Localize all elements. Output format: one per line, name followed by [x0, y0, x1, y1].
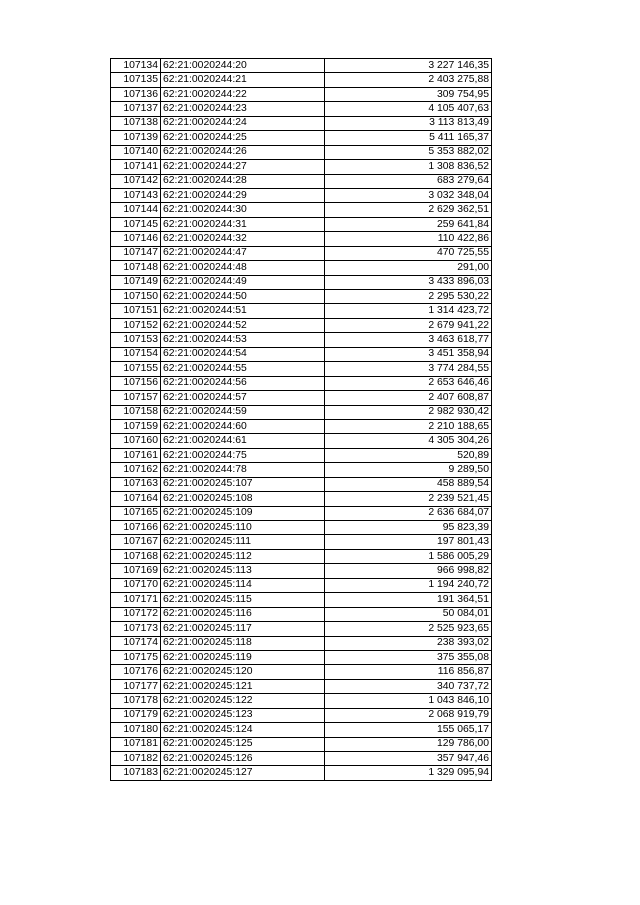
table-row	[111, 752, 492, 766]
cadastral-value-cell: 4 105 407,63	[325, 102, 492, 116]
cadastral-value-cell: 2 653 646,46	[325, 376, 492, 390]
row-id-cell: 107137	[111, 102, 161, 116]
table-row	[111, 535, 492, 549]
cadastral-value-cell: 95 823,39	[325, 521, 492, 535]
table-row	[111, 102, 492, 116]
row-id-cell: 107174	[111, 636, 161, 650]
row-id-cell: 107153	[111, 333, 161, 347]
row-id-cell: 107149	[111, 275, 161, 289]
table-row	[111, 333, 492, 347]
cadastral-number-cell: 62:21:0020245:111	[161, 535, 325, 549]
cadastral-number-cell: 62:21:0020244:25	[161, 131, 325, 145]
cadastral-value-cell: 1 194 240,72	[325, 578, 492, 592]
row-id-cell: 107181	[111, 737, 161, 751]
cadastral-number-cell: 62:21:0020245:122	[161, 694, 325, 708]
cadastral-value-cell: 3 032 348,04	[325, 188, 492, 202]
cadastral-number-cell: 62:21:0020244:20	[161, 59, 325, 73]
row-id-cell: 107145	[111, 217, 161, 231]
cadastral-number-cell: 62:21:0020245:116	[161, 607, 325, 621]
table-row	[111, 304, 492, 318]
cadastral-value-cell: 116 856,87	[325, 665, 492, 679]
table-row	[111, 564, 492, 578]
cadastral-number-cell: 62:21:0020245:126	[161, 752, 325, 766]
cadastral-value-cell: 155 065,17	[325, 723, 492, 737]
cadastral-value-cell: 357 947,46	[325, 752, 492, 766]
table-row	[111, 188, 492, 202]
table-row	[111, 376, 492, 390]
cadastral-value-cell: 3 113 813,49	[325, 116, 492, 130]
cadastral-number-cell: 62:21:0020244:59	[161, 405, 325, 419]
cadastral-number-cell: 62:21:0020245:124	[161, 723, 325, 737]
table-row	[111, 636, 492, 650]
cadastral-value-table	[110, 58, 492, 781]
cadastral-number-cell: 62:21:0020244:23	[161, 102, 325, 116]
cadastral-value-cell: 9 289,50	[325, 463, 492, 477]
row-id-cell: 107183	[111, 766, 161, 780]
row-id-cell: 107164	[111, 492, 161, 506]
cadastral-value-cell: 3 463 618,77	[325, 333, 492, 347]
cadastral-number-cell: 62:21:0020244:21	[161, 73, 325, 87]
cadastral-value-cell: 2 210 188,65	[325, 419, 492, 433]
table-row	[111, 650, 492, 664]
cadastral-value-cell: 2 679 941,22	[325, 318, 492, 332]
cadastral-number-cell: 62:21:0020244:50	[161, 290, 325, 304]
cadastral-value-cell: 5 353 882,02	[325, 145, 492, 159]
table-row	[111, 622, 492, 636]
cadastral-value-cell: 2 239 521,45	[325, 492, 492, 506]
cadastral-value-cell: 5 411 165,37	[325, 131, 492, 145]
table-row	[111, 87, 492, 101]
table-row	[111, 766, 492, 780]
row-id-cell: 107148	[111, 261, 161, 275]
table-row	[111, 737, 492, 751]
cadastral-number-cell: 62:21:0020245:119	[161, 650, 325, 664]
table-row	[111, 145, 492, 159]
row-id-cell: 107168	[111, 549, 161, 563]
table-row	[111, 549, 492, 563]
row-id-cell: 107141	[111, 160, 161, 174]
cadastral-number-cell: 62:21:0020244:32	[161, 232, 325, 246]
cadastral-number-cell: 62:21:0020244:78	[161, 463, 325, 477]
cadastral-value-cell: 966 998,82	[325, 564, 492, 578]
table-row	[111, 116, 492, 130]
row-id-cell: 107154	[111, 347, 161, 361]
cadastral-number-cell: 62:21:0020244:30	[161, 203, 325, 217]
cadastral-value-cell: 2 525 923,65	[325, 622, 492, 636]
row-id-cell: 107151	[111, 304, 161, 318]
cadastral-number-cell: 62:21:0020244:49	[161, 275, 325, 289]
cadastral-number-cell: 62:21:0020244:60	[161, 419, 325, 433]
row-id-cell: 107156	[111, 376, 161, 390]
cadastral-value-cell: 2 068 919,79	[325, 708, 492, 722]
cadastral-number-cell: 62:21:0020245:117	[161, 622, 325, 636]
table-row	[111, 492, 492, 506]
cadastral-value-cell: 340 737,72	[325, 679, 492, 693]
row-id-cell: 107139	[111, 131, 161, 145]
cadastral-value-cell: 2 982 930,42	[325, 405, 492, 419]
table-row	[111, 521, 492, 535]
row-id-cell: 107158	[111, 405, 161, 419]
cadastral-number-cell: 62:21:0020244:52	[161, 318, 325, 332]
cadastral-number-cell: 62:21:0020244:61	[161, 434, 325, 448]
cadastral-number-cell: 62:21:0020245:108	[161, 492, 325, 506]
row-id-cell: 107150	[111, 290, 161, 304]
table-row	[111, 203, 492, 217]
table-row	[111, 217, 492, 231]
table-row	[111, 665, 492, 679]
row-id-cell: 107138	[111, 116, 161, 130]
row-id-cell: 107144	[111, 203, 161, 217]
row-id-cell: 107167	[111, 535, 161, 549]
cadastral-number-cell: 62:21:0020245:113	[161, 564, 325, 578]
row-id-cell: 107161	[111, 448, 161, 462]
table-row	[111, 290, 492, 304]
cadastral-number-cell: 62:21:0020245:123	[161, 708, 325, 722]
row-id-cell: 107134	[111, 59, 161, 73]
cadastral-value-cell: 520,89	[325, 448, 492, 462]
row-id-cell: 107135	[111, 73, 161, 87]
row-id-cell: 107179	[111, 708, 161, 722]
cadastral-value-cell: 1 586 005,29	[325, 549, 492, 563]
cadastral-number-cell: 62:21:0020244:28	[161, 174, 325, 188]
row-id-cell: 107178	[111, 694, 161, 708]
row-id-cell: 107182	[111, 752, 161, 766]
row-id-cell: 107140	[111, 145, 161, 159]
cadastral-number-cell: 62:21:0020244:51	[161, 304, 325, 318]
row-id-cell: 107136	[111, 87, 161, 101]
table-row	[111, 318, 492, 332]
cadastral-number-cell: 62:21:0020244:53	[161, 333, 325, 347]
cadastral-value-cell: 2 295 530,22	[325, 290, 492, 304]
row-id-cell: 107157	[111, 391, 161, 405]
table-row	[111, 419, 492, 433]
table-row	[111, 463, 492, 477]
cadastral-number-cell: 62:21:0020244:29	[161, 188, 325, 202]
row-id-cell: 107142	[111, 174, 161, 188]
cadastral-value-cell: 197 801,43	[325, 535, 492, 549]
cadastral-value-cell: 309 754,95	[325, 87, 492, 101]
cadastral-number-cell: 62:21:0020245:109	[161, 506, 325, 520]
cadastral-number-cell: 62:21:0020244:31	[161, 217, 325, 231]
table-row	[111, 506, 492, 520]
cadastral-number-cell: 62:21:0020244:75	[161, 448, 325, 462]
table-row	[111, 448, 492, 462]
cadastral-value-cell: 1 329 095,94	[325, 766, 492, 780]
table-row	[111, 174, 492, 188]
row-id-cell: 107155	[111, 362, 161, 376]
cadastral-value-cell: 110 422,86	[325, 232, 492, 246]
cadastral-value-cell: 3 433 896,03	[325, 275, 492, 289]
cadastral-value-cell: 2 629 362,51	[325, 203, 492, 217]
cadastral-number-cell: 62:21:0020245:125	[161, 737, 325, 751]
row-id-cell: 107177	[111, 679, 161, 693]
row-id-cell: 107180	[111, 723, 161, 737]
cadastral-value-cell: 2 407 608,87	[325, 391, 492, 405]
table-body	[111, 59, 492, 781]
table-row	[111, 232, 492, 246]
row-id-cell: 107171	[111, 593, 161, 607]
cadastral-number-cell: 62:21:0020244:55	[161, 362, 325, 376]
cadastral-number-cell: 62:21:0020244:54	[161, 347, 325, 361]
cadastral-number-cell: 62:21:0020245:110	[161, 521, 325, 535]
cadastral-value-cell: 50 084,01	[325, 607, 492, 621]
cadastral-value-cell: 129 786,00	[325, 737, 492, 751]
cadastral-number-cell: 62:21:0020245:127	[161, 766, 325, 780]
table-row	[111, 405, 492, 419]
cadastral-value-cell: 3 227 146,35	[325, 59, 492, 73]
table-row	[111, 362, 492, 376]
table-row	[111, 723, 492, 737]
cadastral-value-cell: 1 314 423,72	[325, 304, 492, 318]
row-id-cell: 107170	[111, 578, 161, 592]
table-row	[111, 131, 492, 145]
cadastral-value-cell: 238 393,02	[325, 636, 492, 650]
cadastral-number-cell: 62:21:0020245:120	[161, 665, 325, 679]
cadastral-number-cell: 62:21:0020244:24	[161, 116, 325, 130]
row-id-cell: 107143	[111, 188, 161, 202]
table-row	[111, 694, 492, 708]
cadastral-value-cell: 191 364,51	[325, 593, 492, 607]
cadastral-value-cell: 375 355,08	[325, 650, 492, 664]
table-row	[111, 607, 492, 621]
table-row	[111, 59, 492, 73]
table-row	[111, 477, 492, 491]
table-row	[111, 434, 492, 448]
table-row	[111, 578, 492, 592]
cadastral-value-cell: 3 774 284,55	[325, 362, 492, 376]
row-id-cell: 107172	[111, 607, 161, 621]
cadastral-number-cell: 62:21:0020245:118	[161, 636, 325, 650]
table-row	[111, 160, 492, 174]
row-id-cell: 107152	[111, 318, 161, 332]
table-row	[111, 679, 492, 693]
cadastral-number-cell: 62:21:0020244:22	[161, 87, 325, 101]
cadastral-number-cell: 62:21:0020244:27	[161, 160, 325, 174]
table-row	[111, 246, 492, 260]
table-row	[111, 73, 492, 87]
table-row	[111, 275, 492, 289]
cadastral-value-cell: 1 308 836,52	[325, 160, 492, 174]
cadastral-number-cell: 62:21:0020245:112	[161, 549, 325, 563]
row-id-cell: 107176	[111, 665, 161, 679]
table-row	[111, 347, 492, 361]
cadastral-value-cell: 1 043 846,10	[325, 694, 492, 708]
cadastral-value-cell: 458 889,54	[325, 477, 492, 491]
cadastral-value-cell: 2 403 275,88	[325, 73, 492, 87]
row-id-cell: 107163	[111, 477, 161, 491]
cadastral-number-cell: 62:21:0020245:121	[161, 679, 325, 693]
cadastral-value-cell: 291,00	[325, 261, 492, 275]
cadastral-number-cell: 62:21:0020244:47	[161, 246, 325, 260]
cadastral-value-cell: 470 725,55	[325, 246, 492, 260]
table-row	[111, 391, 492, 405]
row-id-cell: 107162	[111, 463, 161, 477]
row-id-cell: 107165	[111, 506, 161, 520]
row-id-cell: 107169	[111, 564, 161, 578]
row-id-cell: 107166	[111, 521, 161, 535]
cadastral-number-cell: 62:21:0020245:115	[161, 593, 325, 607]
cadastral-number-cell: 62:21:0020245:114	[161, 578, 325, 592]
row-id-cell: 107147	[111, 246, 161, 260]
row-id-cell: 107146	[111, 232, 161, 246]
row-id-cell: 107173	[111, 622, 161, 636]
cadastral-value-cell: 259 641,84	[325, 217, 492, 231]
cadastral-value-cell: 2 636 684,07	[325, 506, 492, 520]
row-id-cell: 107175	[111, 650, 161, 664]
cadastral-value-cell: 683 279,64	[325, 174, 492, 188]
row-id-cell: 107160	[111, 434, 161, 448]
cadastral-number-cell: 62:21:0020244:48	[161, 261, 325, 275]
table-row	[111, 708, 492, 722]
cadastral-number-cell: 62:21:0020244:57	[161, 391, 325, 405]
cadastral-value-cell: 4 305 304,26	[325, 434, 492, 448]
cadastral-value-cell: 3 451 358,94	[325, 347, 492, 361]
cadastral-number-cell: 62:21:0020244:56	[161, 376, 325, 390]
cadastral-number-cell: 62:21:0020245:107	[161, 477, 325, 491]
table-row	[111, 261, 492, 275]
cadastral-number-cell: 62:21:0020244:26	[161, 145, 325, 159]
row-id-cell: 107159	[111, 419, 161, 433]
table-row	[111, 593, 492, 607]
